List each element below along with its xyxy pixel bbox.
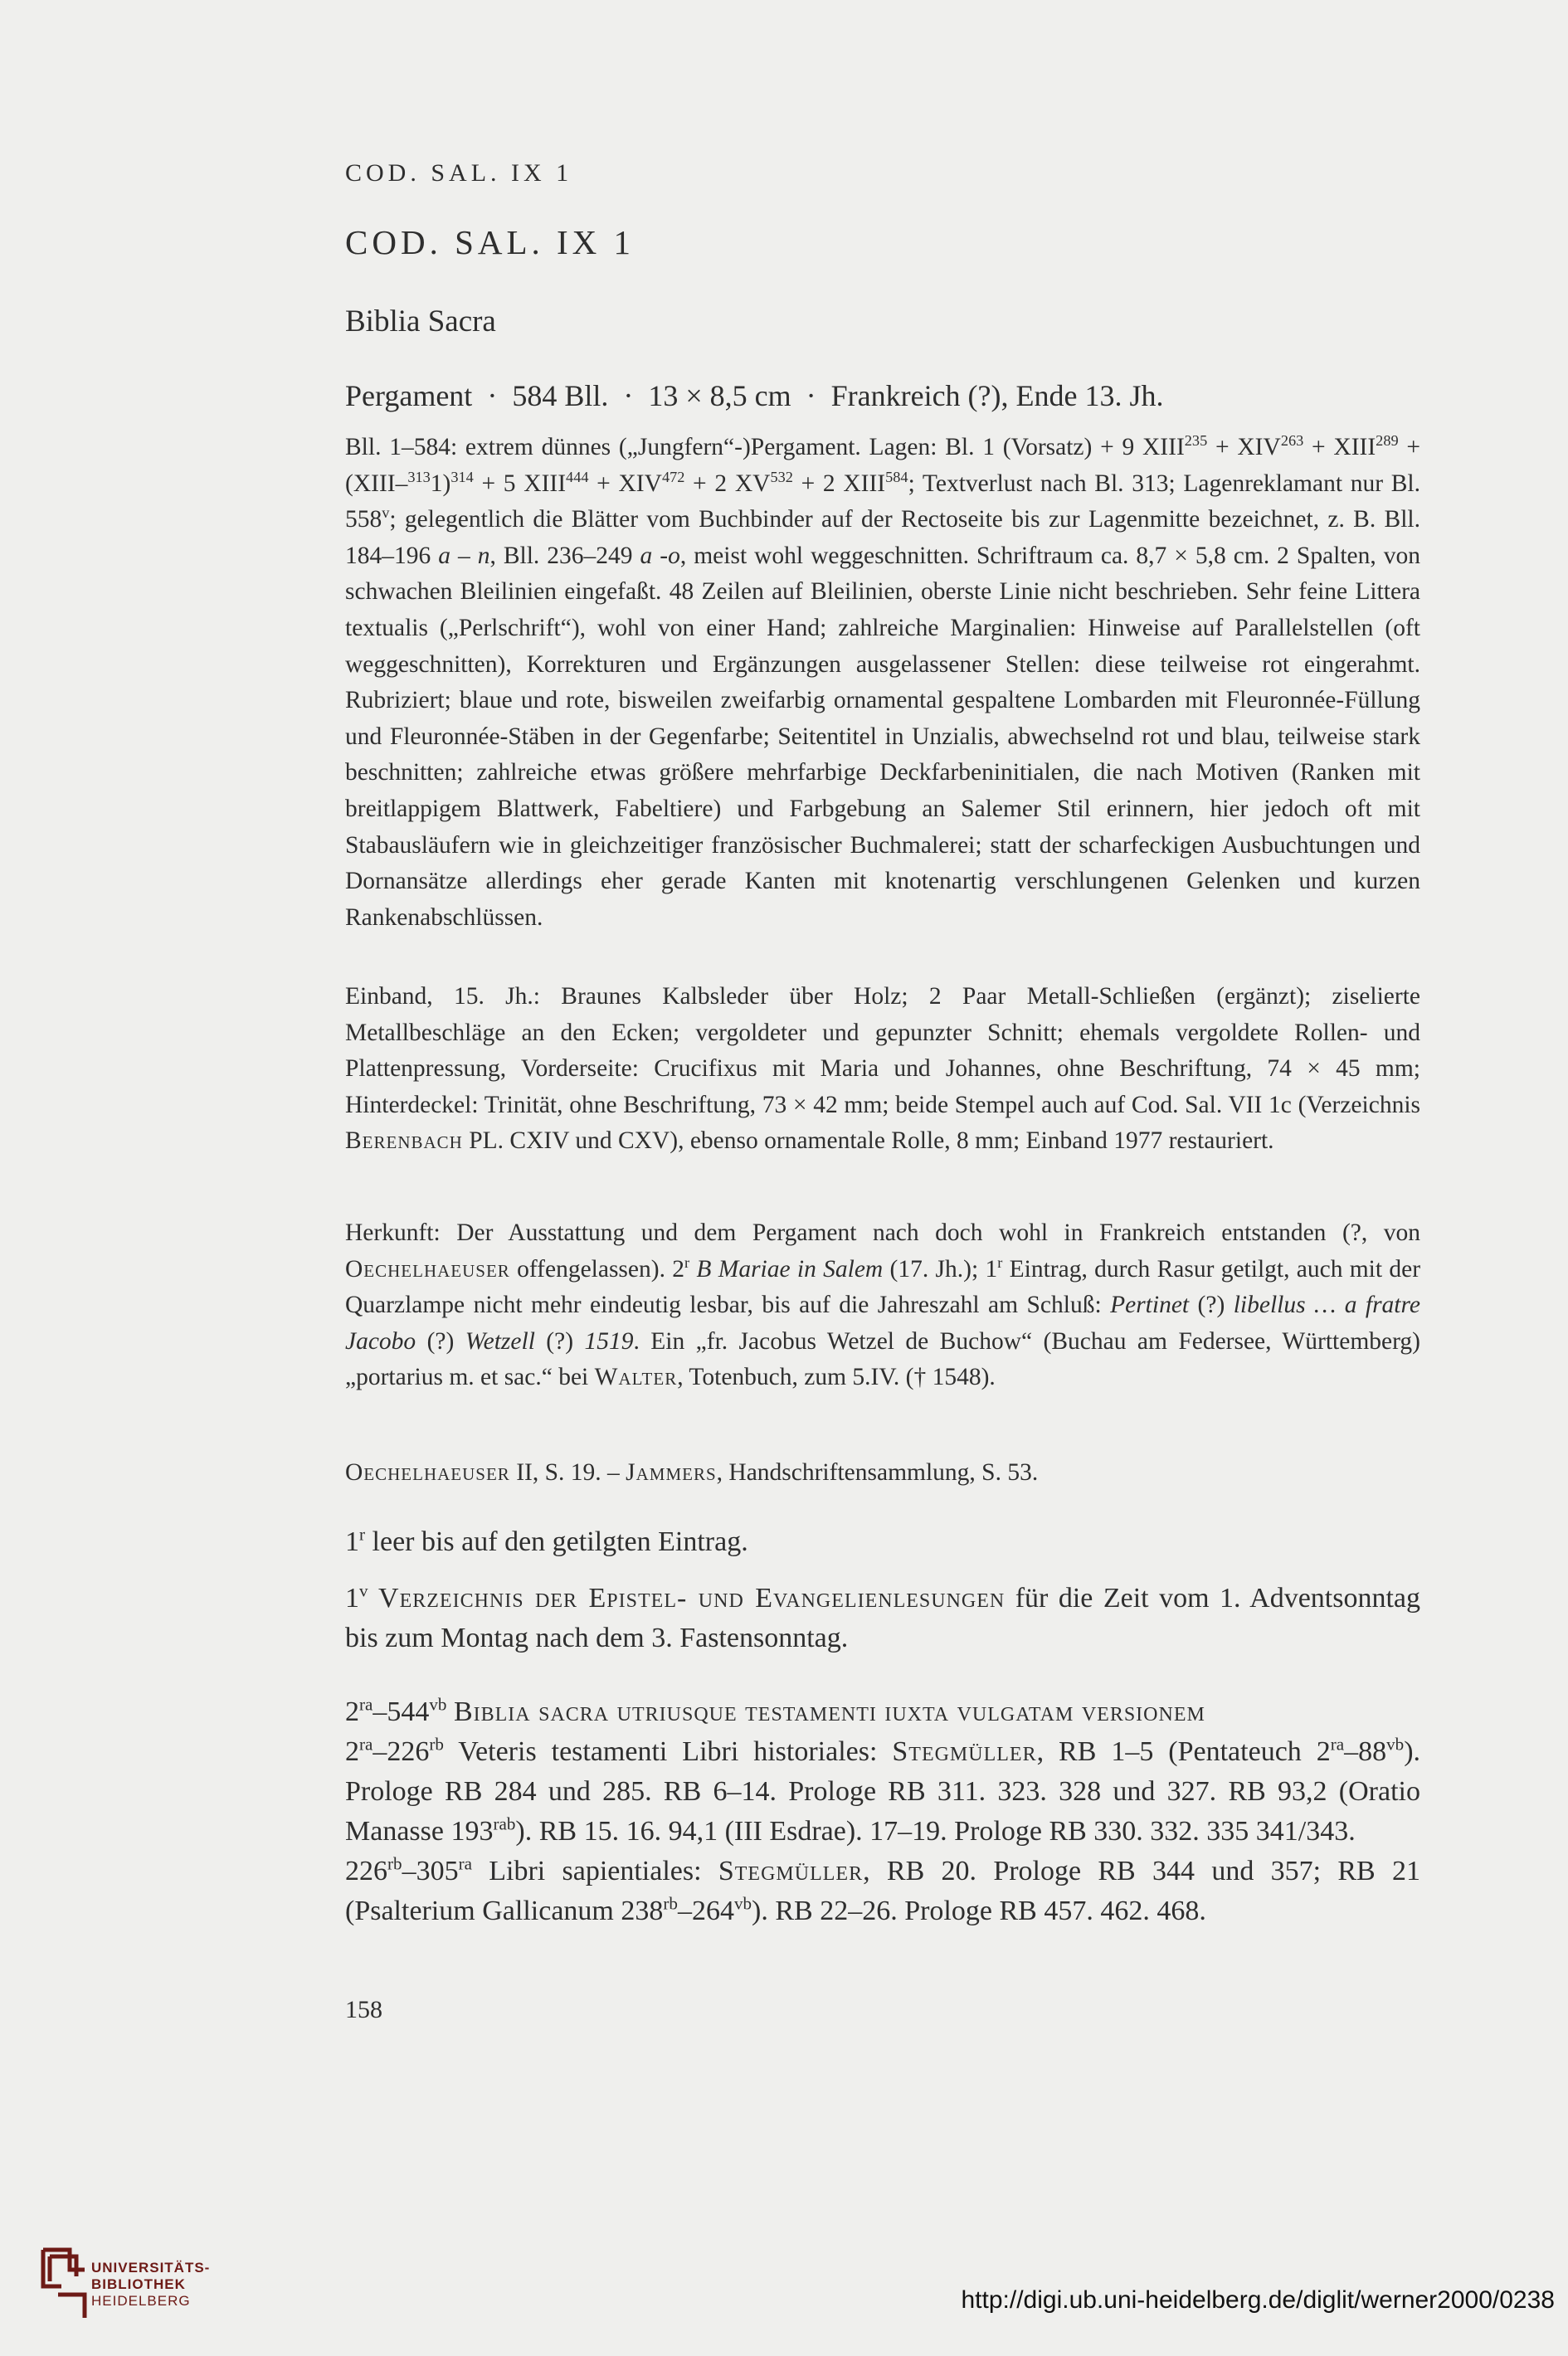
contents-list xyxy=(345,1692,1420,1931)
summary-separator: · xyxy=(806,379,816,412)
source-url-link[interactable]: http://digi.ub.uni-heidelberg.de/diglit/werner2000/0238 xyxy=(961,2286,1555,2314)
page-number: 158 xyxy=(345,1996,382,2023)
summary-size: 13 × 8,5 cm xyxy=(648,379,791,412)
ub-heidelberg-logo-icon xyxy=(37,2245,91,2321)
contents-entry: $226^{rb}-305^{ra}$ Libri sapientiales: Stegmüller, RB 20. Prologe RB 344 und 357; RB 21 (Psalterium Gallicanum $238^{rb}-264^{vb}$). RB 22–26. Prologe RB 457. 462. 468. xyxy=(345,1853,1420,1926)
physical-description: Bll. 1–584: extrem dünnes („Jungfern“-)Pergament. Lagen: Bl. 1 (Vorsatz) + 9 $XIII^{235} + XIV^{263}$ + $XIII^{289}$ + (XIII–$^{313}$1)$^{314}$ + 5 $XIII^{444} + XIV^{472} + 2$ $XV^{532} + 2$ XIII$^{584}$; Textverlust nach Bl. 313; Lagenreklamant nur Bl. 558$^v$; gelegentlich die Blätter vom Buchbinder auf der Rectoseite bis zur Lagenmitte bezeichnet, z. B. Bll. 184–196 a – n, Bll. 236–249 a -o, meist wohl weggeschnitten. Schriftraum ca. 8,7 × 5,8 cm. 2 Spalten, von schwachen Bleilinien eingefaßt. 48 Zeilen auf Bleilinien, oberste Linie nicht beschrieben. Sehr feine Littera textualis („Perlschrift“), wohl von einer Hand; zahlreiche Marginalien: Hinweise auf Parallelstellen (oft weggeschnitten), Korrekturen und Ergänzungen ausgelassener Stellen: diese teilweise rot eingerahmt. Rubriziert; blaue und rote, bisweilen zweifarbig ornamental gespaltene Lombarden mit Fleuronnée-Füllung und Fleuronnée-Stäben in der Gegenfarbe; Seitentitel in Unzialis, abwechselnd rot und blau, teilweise stark beschnitten; zahlreiche etwas größere mehrfarbige Deckfarbeninitialen, die nach Motiven (Ranken mit breitlappigem Blattwerk, Fabeltiere) und Farbgebung an Salemer Stil erinnern, hier jedoch oft mit Stabausläufern wie in gleichzeitiger französischer Buchmalerei; statt der scharfeckigen Ausbuchtungen und Dornansätze allerdings eher gerade Kanten mit knotenartig verschlungenen Gelenken und kurzen Rankenabschlüssen. xyxy=(345,432,1421,931)
provenance-description: Herkunft: Der Ausstattung und dem Pergament nach doch wohl in Frankreich entstanden (?, von Oechelhaeuser offengelassen). 2$^r$ B Mariae in Salem (17. Jh.); 1$^r$ Eintrag, durch Rasur getilgt, auch mit der Quarzlampe nicht mehr eindeutig lesbar, bis auf die Jahreszahl am Schluß: Pertinet (?) libellus … a fratre Jacobo (?) Wetzell (?) 1519. Ein „fr. Jacobus Wetzel de Buchow“ (Buchau am Federsee, Württemberg) „portarius m. et sac.“ bei Walter, Totenbuch, zum 5.IV. († 1548). xyxy=(345,1219,1421,1391)
summary-origin: Frankreich (?), Ende 13. Jh. xyxy=(830,379,1164,412)
binding-description: Einband, 15. Jh.: Braunes Kalbsleder über Holz; 2 Paar Metall-Schließen (ergänzt); ziselierte Metallbeschläge an den Ecken; vergoldeter und gepunzter Schnitt; ehemals vergoldete Rollen- und Plattenpressung, Vorderseite: Crucifixus mit Maria und Johannes, ohne Beschriftung, 74 × 45 mm; Hinterdeckel: Trinität, ohne Beschriftung, 73 × 42 mm; beide Stempel auch auf Cod. Sal. VII 1c (Verzeichnis Berenbach PL. CXIV und CXV), ebenso ornamentale Rolle, 8 mm; Einband 1977 restauriert. xyxy=(345,983,1420,1155)
contents-entry: 1$^v$ Verzeichnis der Epistel- und Evangelienlesungen für die Zeit vom 1. Adventsonntag bis zum Montag nach dem 3. Fastensonntag. xyxy=(345,1580,1420,1653)
summary-leaves: 584 Bll. xyxy=(512,379,609,412)
summary-separator: · xyxy=(623,379,634,412)
shelfmark-heading: COD. SAL. IX 1 xyxy=(345,223,635,261)
running-head: COD. SAL. IX 1 xyxy=(345,159,573,187)
contents-entry: $2^{ra}-544^{vb}$ Biblia sacra utriusque testamenti iuxta vulgatam versionem xyxy=(345,1694,1205,1727)
contents-entry: $2^{ra}-226^{rb}$ Veteris testamenti Libri historiales: Stegmüller, RB 1–5 (Pentateuch $2^{ra}-88^{vb}$). Prologe RB 284 und 285. RB 6–14. Prologe RB 311. 323. 328 und 327. RB 93,2 (Oratio Manasse $193^{rab}$). RB 15. 16. 94,1 (III Esdrae). 17–19. Prologe RB 330. 332. 335 341/343. xyxy=(345,1734,1421,1847)
summary-material: Pergament xyxy=(345,379,473,412)
summary-separator: · xyxy=(487,379,498,412)
literature-references: Oechelhaeuser II, S. 19. – Jammers, Handschriftensammlung, S. 53. xyxy=(345,1459,1039,1486)
work-title: Biblia Sacra xyxy=(345,304,496,338)
contents-entry: 1$^r$ leer bis auf den getilgten Eintrag. xyxy=(345,1524,748,1557)
library-footer xyxy=(0,2245,1568,2356)
summary-line xyxy=(345,378,1164,413)
library-name: UNIVERSITÄTS- BIBLIOTHEK HEIDELBERG xyxy=(91,2260,211,2309)
